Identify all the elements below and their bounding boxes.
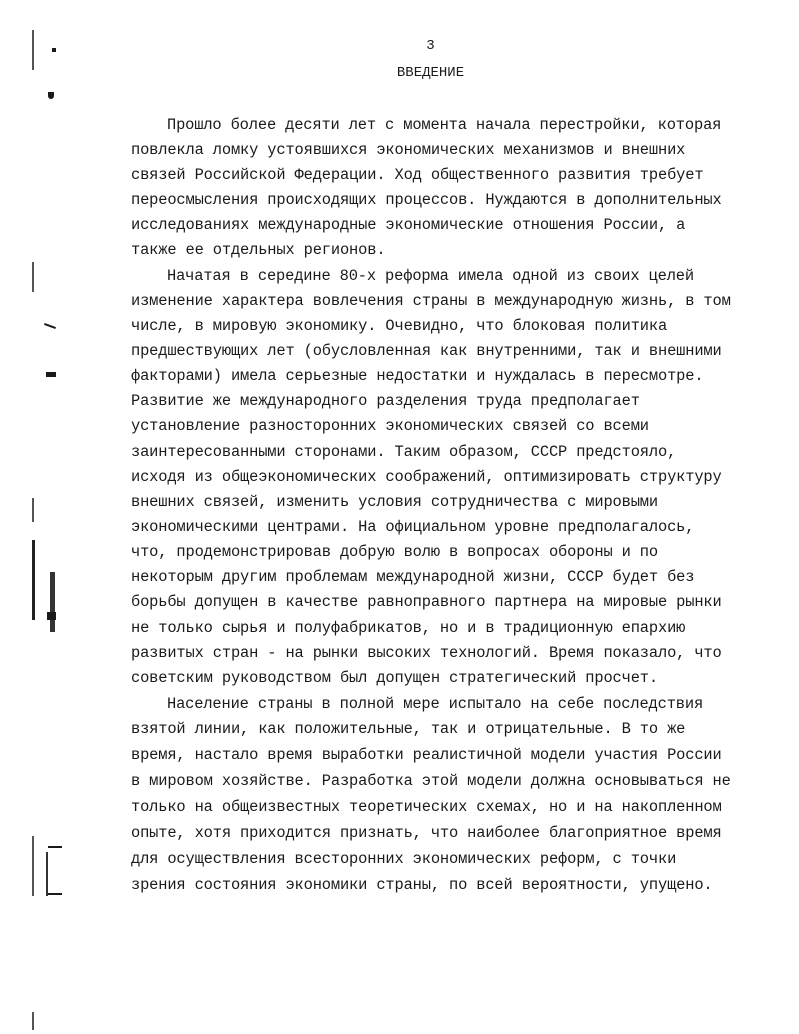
paragraph-line: в мировом хозяйстве. Разработка этой модели должна основываться не <box>131 772 731 790</box>
scan-edge-line <box>32 498 34 522</box>
scan-mark <box>47 612 56 620</box>
paragraph-line: Прошло более десяти лет с момента начала перестройки, которая <box>167 116 722 134</box>
paragraph-line: опыте, хотя приходится признать, что наиболее благоприятное время <box>131 824 722 842</box>
paragraph-line: изменение характера вовлечения страны в международную жизнь, в том <box>131 292 731 310</box>
paragraph-line: установление разносторонних экономических связей со всеми <box>131 417 649 435</box>
section-heading: ВВЕДЕНИЕ <box>396 65 465 81</box>
scan-mark <box>46 372 56 377</box>
paragraph-line: только на общеизвестных теоретических схемах, но и на накопленном <box>131 798 722 816</box>
scan-mark <box>48 846 62 848</box>
paragraph-line: внешних связей, изменить условия сотрудничества с мировыми <box>131 493 658 511</box>
paragraph-line: повлекла ломку устоявшихся экономических механизмов и внешних <box>131 141 686 159</box>
paragraph-line: что, продемонстрировав добрую волю в вопросах обороны и по <box>131 543 658 561</box>
scan-mark <box>48 893 62 895</box>
paragraph-line: исследованиях международные экономические отношения России, а <box>131 216 686 234</box>
page-number: 3 <box>426 38 435 54</box>
paragraph-line: взятой линии, как положительные, так и отрицательные. В то же <box>131 720 686 738</box>
paragraph-line: время, настало время выработки реалистичной модели участия России <box>131 746 722 764</box>
scan-mark <box>46 852 48 896</box>
paragraph-line: заинтересованными сторонами. Таким образом, СССР предстояло, <box>131 443 677 461</box>
scan-mark <box>48 92 54 99</box>
scan-edge-line <box>32 1012 34 1030</box>
paragraph-line: факторами) имела серьезные недостатки и нуждалась в пересмотре. <box>131 367 704 385</box>
scan-edge-line <box>32 262 34 292</box>
paragraph-line: Население страны в полной мере испытало на себе последствия <box>167 695 704 713</box>
paragraph-line: советским руководством был допущен стратегический просчет. <box>131 669 658 687</box>
paragraph-line: борьбы допущен в качестве равноправного партнера на мировые рынки <box>131 593 722 611</box>
paragraph-line: экономическими центрами. На официальном уровне предполагалось, <box>131 518 695 536</box>
paragraph-line: исходя из общеэкономических соображений, оптимизировать структуру <box>131 468 722 486</box>
paragraph-line: числе, в мировую экономику. Очевидно, что блоковая политика <box>131 317 668 335</box>
paragraph-line: переосмысления происходящих процессов. Нуждаются в дополнительных <box>131 191 722 209</box>
paragraph-line: также ее отдельных регионов. <box>131 241 386 259</box>
paragraph-line: Начатая в середине 80-х реформа имела одной из своих целей <box>167 267 694 285</box>
paragraph-line: Развитие же международного разделения труда предполагает <box>131 392 640 410</box>
paragraph-line: для осуществления всесторонних экономических реформ, с точки <box>131 850 677 868</box>
paragraph-line: некоторым другим проблемам международной жизни, СССР будет без <box>131 568 695 586</box>
paragraph-line: зрения состояния экономики страны, по всей вероятности, упущено. <box>131 876 713 894</box>
scan-edge-line <box>32 836 34 896</box>
scan-mark <box>44 323 56 329</box>
paragraph-line: связей Российской Федерации. Ход общественного развития требует <box>131 166 704 184</box>
paragraph-line: развитых стран - на рынки высоких технологий. Время показало, что <box>131 644 722 662</box>
scan-mark <box>50 572 55 632</box>
paragraph-line: не только сырья и полуфабрикатов, но и в традиционную епархию <box>131 619 686 637</box>
paragraph-line: предшествующих лет (обусловленная как внутренними, так и внешними <box>131 342 722 360</box>
scan-edge-line <box>32 540 35 620</box>
